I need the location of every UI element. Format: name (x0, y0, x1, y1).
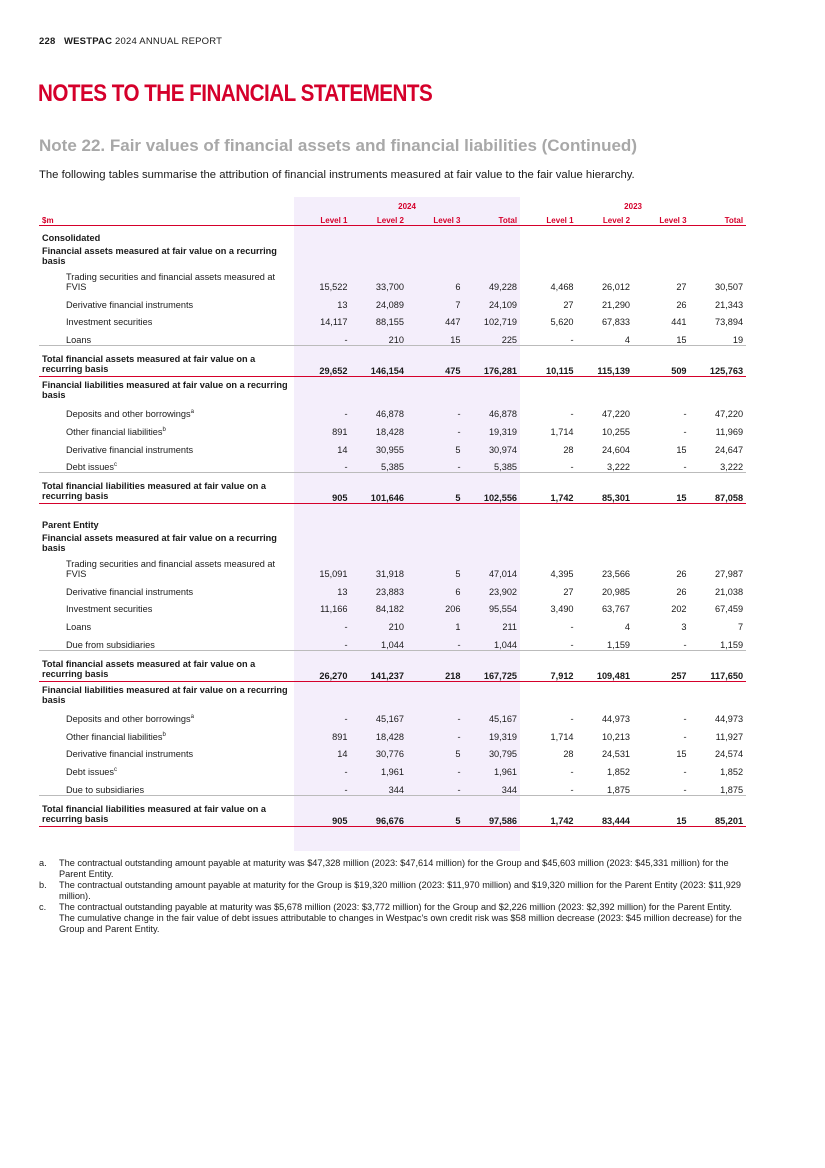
value-cell: - (520, 327, 577, 345)
column-header: Level 1 (294, 211, 351, 226)
value-cell: 23,902 (488, 586, 518, 597)
value-cell: 88,155 (375, 317, 404, 328)
value-cell: 19,319 (488, 731, 518, 742)
table-row (39, 724, 746, 742)
intro-text: The following tables summarise the attribution of financial instruments measured at fair value to the fair value hierarchy. (39, 169, 635, 181)
row-label: Total financial assets measured at fair value on a recurring basis (42, 353, 256, 374)
value-cell: 27 (563, 299, 574, 310)
value-cell: 15,522 (319, 282, 348, 292)
value-cell: 24,604 (601, 444, 631, 455)
footnotes (39, 858, 749, 935)
value-cell: - (457, 714, 461, 725)
value-cell: 1,044 (351, 632, 408, 650)
parent-section-heading (39, 513, 746, 530)
value-cell: 95,554 (488, 604, 518, 615)
value-cell: 26 (676, 299, 687, 310)
value-cell: - (570, 409, 574, 420)
value-cell: 44,973 (714, 714, 744, 725)
value-cell: - (344, 409, 348, 420)
value-cell: - (344, 714, 348, 725)
value-cell: 15 (407, 327, 464, 345)
value-cell: 14 (337, 749, 348, 760)
value-cell: - (633, 632, 690, 650)
value-cell: 117,650 (690, 650, 747, 681)
row-label: Financial assets measured at fair value on a recurring basis (42, 533, 277, 554)
value-cell: 1,714 (550, 426, 574, 437)
value-cell: - (457, 426, 461, 437)
column-header: Total (690, 211, 747, 226)
row-label: Derivative financial instruments (66, 299, 194, 310)
value-cell: 344 (464, 777, 521, 795)
value-cell: 67,833 (601, 317, 631, 328)
value-cell: 30,795 (488, 749, 518, 760)
row-label: Other financial liabilities (66, 426, 163, 437)
group-heading-row (39, 376, 746, 402)
value-cell: 206 (445, 604, 461, 615)
column-header: Total (464, 211, 521, 226)
value-cell: 24,089 (375, 299, 404, 310)
value-cell: 4,395 (550, 569, 574, 580)
value-cell: 73,894 (714, 317, 744, 328)
brand-name: WESTPAC (63, 36, 113, 47)
footnote-marker: b (162, 731, 166, 738)
year-2024-header: 2024 (398, 202, 416, 211)
value-cell: 891 (332, 731, 348, 742)
value-cell: 257 (633, 650, 690, 681)
footnote-text: The contractual outstanding payable at maturity was $5,678 million (2023: $3,772 million) for the Group and $2,226 million (2023: $2,392 million) for the Parent Entity. The cumulative change in the fair value of debt issues attributable to changes in Westpac's own credit risk was $58 million decrease (2023: $45 million decrease) for the Group and Parent Entity. (59, 902, 742, 934)
value-cell: 5,385 (464, 455, 521, 473)
value-cell: - (457, 766, 461, 777)
value-cell: 1,044 (464, 632, 521, 650)
value-cell: 115,139 (577, 345, 634, 376)
row-label: Loans (66, 621, 92, 632)
total-row (39, 473, 746, 504)
value-cell: 176,281 (464, 345, 521, 376)
value-cell: 11,927 (715, 731, 744, 742)
value-cell: 26,270 (294, 650, 351, 681)
value-cell: 28 (563, 749, 574, 760)
value-cell: 1,742 (520, 473, 577, 504)
value-cell: 24,531 (601, 749, 631, 760)
value-cell: 83,444 (577, 795, 634, 826)
value-cell: 87,058 (690, 473, 747, 504)
table-row (39, 402, 746, 420)
row-label: Due from subsidiaries (66, 639, 155, 650)
consolidated-section-heading (39, 226, 746, 244)
column-header: Level 2 (577, 211, 634, 226)
value-cell: 15 (633, 795, 690, 826)
value-cell: 23,883 (375, 586, 404, 597)
value-cell: 13 (337, 299, 348, 310)
row-label: Financial liabilities measured at fair value on a recurring basis (42, 379, 288, 400)
row-label: Financial assets measured at fair value on a recurring basis (42, 246, 277, 266)
value-cell: 210 (388, 621, 404, 632)
note-title: Note 22. Fair values of financial assets and financial liabilities (Continued) (39, 136, 637, 155)
fair-value-table-wrapper (39, 197, 746, 827)
value-cell: 85,201 (690, 795, 747, 826)
value-cell: 45,167 (375, 714, 404, 725)
table-row (39, 455, 746, 473)
footnote-text: The contractual outstanding amount payable at maturity was $47,328 million (2023: $47,614 million) for the Group and $45,603 million (2023: $45,331 million) for the Parent Entity. (59, 858, 729, 879)
value-cell: - (683, 714, 687, 725)
row-label: Investment securities (66, 604, 153, 615)
column-header: Level 1 (520, 211, 577, 226)
value-cell: - (407, 455, 464, 473)
value-cell: 4 (624, 621, 631, 632)
value-cell: 21,038 (714, 586, 744, 597)
value-cell: - (683, 766, 687, 777)
table-row (39, 777, 746, 795)
value-cell: 344 (351, 777, 408, 795)
value-cell: - (570, 766, 574, 777)
value-cell: 1,961 (494, 766, 518, 777)
footnote-marker: b (162, 426, 166, 433)
value-cell: 14 (337, 444, 348, 455)
value-cell: - (344, 621, 348, 632)
running-header (39, 36, 222, 47)
row-label: Debt issues (66, 462, 115, 473)
value-cell: 33,700 (375, 282, 404, 292)
value-cell: 1,159 (577, 632, 634, 650)
value-cell: 14,117 (320, 317, 348, 328)
value-cell: 475 (407, 345, 464, 376)
value-cell: 10,115 (520, 345, 577, 376)
value-cell: - (570, 714, 574, 725)
value-cell: 10,213 (601, 731, 631, 742)
value-cell: 447 (445, 317, 461, 328)
table-row (39, 742, 746, 760)
value-cell: 20,985 (601, 586, 631, 597)
value-cell: - (633, 455, 690, 473)
table-row (39, 327, 746, 345)
total-row (39, 650, 746, 681)
value-cell: 7 (737, 621, 744, 632)
footnote-marker: a (190, 409, 194, 416)
column-header: Level 2 (351, 211, 408, 226)
footnote (39, 902, 749, 935)
value-cell: 905 (294, 473, 351, 504)
group-heading-row (39, 681, 746, 707)
value-cell: - (294, 455, 351, 473)
value-cell: 1,714 (550, 731, 574, 742)
value-cell: 44,973 (601, 714, 631, 725)
total-row (39, 345, 746, 376)
value-cell: 29,652 (294, 345, 351, 376)
value-cell: 63,767 (601, 604, 631, 615)
table-row (39, 597, 746, 615)
column-header: Level 3 (407, 211, 464, 226)
value-cell: 3,490 (550, 604, 574, 615)
row-label: Deposits and other borrowings (66, 714, 191, 725)
row-label: Trading securities and financial assets measured at FVIS (66, 559, 276, 580)
row-label: Derivative financial instruments (66, 586, 194, 597)
value-cell: 30,776 (375, 749, 404, 760)
footnote (39, 880, 749, 902)
value-cell: 1,875 (690, 777, 747, 795)
value-cell: - (344, 766, 348, 777)
value-cell: 101,646 (351, 473, 408, 504)
value-cell: 211 (502, 621, 518, 632)
value-cell: - (683, 426, 687, 437)
value-cell: 67,459 (714, 604, 744, 615)
value-cell: 146,154 (351, 345, 408, 376)
value-cell: 3,222 (690, 455, 747, 473)
row-label: Total financial liabilities measured at fair value on a recurring basis (42, 481, 266, 502)
value-cell: 7,912 (520, 650, 577, 681)
value-cell: - (683, 409, 687, 420)
row-label: Debt issues (66, 766, 115, 777)
value-cell: 46,878 (375, 409, 404, 420)
page-number: 228 (39, 36, 56, 47)
report-name: 2024 ANNUAL REPORT (115, 36, 223, 47)
value-cell: 18,428 (375, 426, 404, 437)
value-cell: - (520, 455, 577, 473)
value-cell: 5 (455, 569, 461, 580)
table-row (39, 419, 746, 437)
footnote-marker: c (114, 462, 118, 469)
value-cell: 1,852 (720, 766, 744, 777)
total-row (39, 795, 746, 826)
column-header: Level 3 (633, 211, 690, 226)
value-cell: 3,222 (577, 455, 634, 473)
value-cell: 1,852 (607, 766, 631, 777)
row-label: Derivative financial instruments (66, 749, 194, 760)
value-cell: 19,319 (488, 426, 518, 437)
table-row (39, 437, 746, 455)
value-cell: 27,987 (714, 569, 744, 580)
value-cell: - (407, 777, 464, 795)
value-cell: 28 (563, 444, 574, 455)
value-cell: 905 (294, 795, 351, 826)
value-cell: 109,481 (577, 650, 634, 681)
value-cell: 24,574 (714, 749, 744, 760)
value-cell: 1,742 (520, 795, 577, 826)
row-label: Parent Entity (42, 520, 99, 531)
value-cell: 1,159 (690, 632, 747, 650)
table-row (39, 268, 746, 292)
value-cell: 84,182 (375, 604, 404, 615)
year-2023-header: 2023 (624, 202, 642, 211)
row-label: Consolidated (42, 233, 101, 243)
row-label: Due to subsidiaries (66, 784, 145, 795)
value-cell: 96,676 (351, 795, 408, 826)
value-cell: 5,620 (550, 317, 574, 328)
value-cell: 141,237 (351, 650, 408, 681)
value-cell: - (294, 327, 351, 345)
value-cell: 5 (407, 473, 464, 504)
value-cell: 218 (407, 650, 464, 681)
value-cell: 11,166 (320, 604, 348, 615)
value-cell: 24,109 (488, 299, 518, 310)
footnote-marker: c (114, 766, 118, 773)
value-cell: 13 (337, 586, 348, 597)
value-cell: 49,228 (488, 282, 518, 292)
footnote-mark: c. (39, 902, 47, 912)
value-cell: 509 (633, 345, 690, 376)
fair-value-hierarchy-table (39, 197, 746, 827)
value-cell: 26 (676, 586, 687, 597)
value-cell: - (520, 632, 577, 650)
table-row (39, 707, 746, 725)
value-cell: 5 (455, 444, 461, 455)
value-cell: 27 (676, 282, 687, 292)
row-label: Trading securities and financial assets measured at FVIS (66, 272, 276, 292)
value-cell: 15 (676, 444, 687, 455)
value-cell: - (457, 731, 461, 742)
row-label: Derivative financial instruments (66, 444, 194, 455)
unit-header: $m (39, 211, 294, 226)
value-cell: 11,969 (715, 426, 744, 437)
value-cell: 5 (455, 749, 461, 760)
row-label: Total financial assets measured at fair value on a recurring basis (42, 658, 256, 679)
row-label: Deposits and other borrowings (66, 409, 191, 420)
value-cell: 31,918 (375, 569, 404, 580)
value-cell: 202 (671, 604, 687, 615)
table-row (39, 759, 746, 777)
value-cell: 1,875 (577, 777, 634, 795)
value-cell: 19 (690, 327, 747, 345)
value-cell: 18,428 (375, 731, 404, 742)
value-cell: 24,647 (714, 444, 744, 455)
value-cell: 26,012 (601, 282, 631, 292)
footnote-mark: a. (39, 858, 47, 868)
footnote-marker: a (190, 714, 194, 721)
footnote-mark: b. (39, 880, 47, 890)
value-cell: 15,091 (319, 569, 348, 580)
value-cell: - (683, 731, 687, 742)
row-label: Total financial liabilities measured at fair value on a recurring basis (42, 803, 266, 824)
table-row (39, 632, 746, 650)
value-cell: 23,566 (601, 569, 631, 580)
value-cell: 47,014 (488, 569, 518, 580)
group-heading-row (39, 243, 746, 268)
value-cell: 7 (455, 299, 461, 310)
value-cell: 225 (464, 327, 521, 345)
value-cell: 1 (455, 621, 461, 632)
value-cell: - (633, 777, 690, 795)
value-cell: - (294, 777, 351, 795)
value-cell: - (294, 632, 351, 650)
value-cell: 46,878 (488, 409, 518, 420)
value-cell: 15 (633, 327, 690, 345)
footnote (39, 858, 749, 880)
value-cell: 125,763 (690, 345, 747, 376)
value-cell: 4,468 (550, 282, 574, 292)
value-cell: 3 (681, 621, 687, 632)
value-cell: 45,167 (488, 714, 518, 725)
value-cell: 5 (407, 795, 464, 826)
table-row (39, 614, 746, 632)
value-cell: - (570, 621, 574, 632)
value-cell: 30,955 (375, 444, 404, 455)
value-cell: 30,507 (714, 282, 744, 292)
value-cell: - (520, 777, 577, 795)
value-cell: 21,343 (714, 299, 744, 310)
table-row (39, 310, 746, 328)
value-cell: 6 (455, 282, 461, 292)
table-row (39, 579, 746, 597)
value-cell: 30,974 (488, 444, 518, 455)
value-cell: 26 (676, 569, 687, 580)
value-cell: 102,556 (464, 473, 521, 504)
value-cell: 5,385 (351, 455, 408, 473)
value-cell: 47,220 (714, 409, 744, 420)
table-row (39, 292, 746, 310)
group-heading-row (39, 530, 746, 555)
value-cell: - (407, 632, 464, 650)
value-cell: 4 (577, 327, 634, 345)
value-cell: 21,290 (601, 299, 631, 310)
value-cell: 891 (332, 426, 348, 437)
value-cell: 27 (563, 586, 574, 597)
value-cell: 167,725 (464, 650, 521, 681)
value-cell: 6 (455, 586, 461, 597)
value-cell: 15 (676, 749, 687, 760)
value-cell: - (457, 409, 461, 420)
value-cell: 47,220 (601, 409, 631, 420)
section-title: NOTES TO THE FINANCIAL STATEMENTS (38, 80, 433, 107)
value-cell: 10,255 (601, 426, 631, 437)
row-label: Investment securities (66, 317, 153, 328)
value-cell: 1,961 (381, 766, 404, 777)
row-label: Financial liabilities measured at fair value on a recurring basis (42, 684, 288, 705)
value-cell: 441 (671, 317, 687, 328)
value-cell: 102,719 (483, 317, 518, 328)
table-row (39, 555, 746, 579)
value-cell: 15 (633, 473, 690, 504)
value-cell: 97,586 (464, 795, 521, 826)
footnote-text: The contractual outstanding amount payable at maturity for the Group is $19,320 million (2023: $11,970 million) and $19,320 million for the Parent Entity (2023: $11,929 million). (59, 880, 741, 901)
value-cell: 210 (351, 327, 408, 345)
row-label: Loans (66, 334, 92, 345)
row-label: Other financial liabilities (66, 731, 163, 742)
value-cell: 85,301 (577, 473, 634, 504)
